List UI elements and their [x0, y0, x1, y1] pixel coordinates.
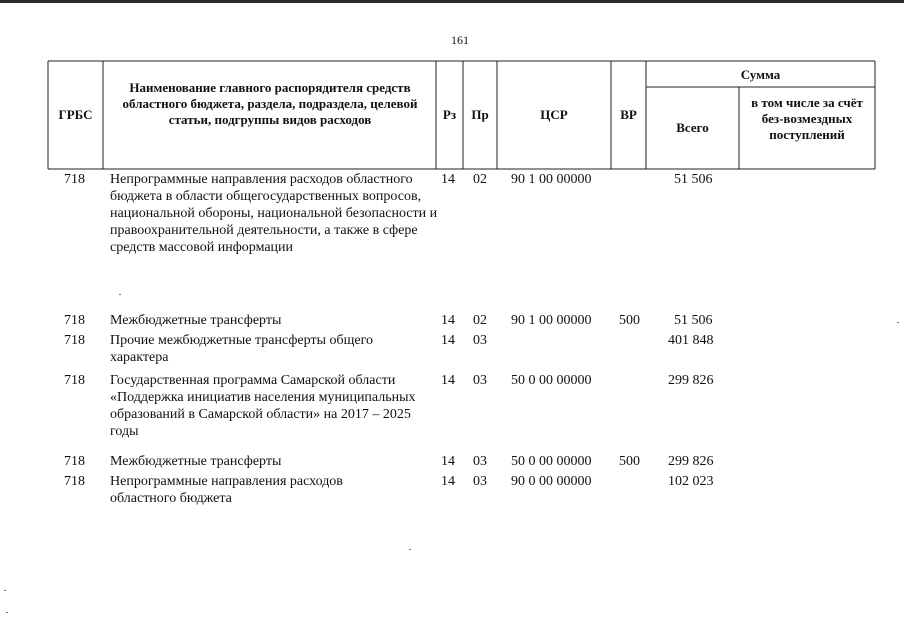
cell-vsego: 299 826	[668, 373, 714, 388]
cell-csr: 90 1 00 00000	[511, 172, 592, 187]
cell-rz: 14	[441, 474, 455, 489]
cell-rz: 14	[441, 454, 455, 469]
cell-csr: 50 0 00 00000	[511, 373, 592, 388]
scan-speck	[4, 590, 6, 591]
cell-pr: 03	[473, 333, 487, 348]
header-vsego: Всего	[676, 120, 709, 135]
cell-vsego: 401 848	[668, 333, 714, 348]
header-csr: ЦСР	[540, 107, 568, 122]
scan-top-edge	[0, 0, 904, 3]
scan-speck	[409, 549, 411, 550]
cell-name: Прочие межбюджетные трансферты общего характера	[110, 333, 373, 365]
cell-rz: 14	[441, 172, 455, 187]
cell-name: Непрограммные направления расходов областного бюджета	[110, 474, 343, 506]
scan-speck	[6, 612, 8, 613]
cell-name: Непрограммные направления расходов областного бюджета в области общегосударственных вопросов, национальной обороны, национальной безопасности и правоохранительной деятельности, а также в сфере средств массовой информации	[110, 172, 438, 255]
cell-pr: 02	[473, 313, 487, 328]
cell-csr: 90 0 00 00000	[511, 474, 592, 489]
cell-vsego: 51 506	[674, 172, 713, 187]
cell-rz: 14	[441, 313, 455, 328]
scan-speck	[897, 322, 899, 323]
header-name: Наименование главного распорядителя средств областного бюджета, раздела, подраздела, целевой статьи, подгруппы видов расходов	[122, 80, 418, 127]
header-summa: Сумма	[740, 67, 781, 82]
cell-vsego: 102 023	[668, 474, 714, 489]
cell-vr: 500	[619, 454, 640, 469]
cell-pr: 03	[473, 474, 487, 489]
header-bezvozm: в том числе за счёт без-возмездных поступлений	[751, 95, 863, 142]
cell-vr: 500	[619, 313, 640, 328]
cell-grbs: 718	[64, 333, 85, 348]
cell-name: Государственная программа Самарской области «Поддержка инициатив населения муниципальных образований в Самарской области» на 2017 – 2025 годы	[110, 373, 416, 439]
cell-rz: 14	[441, 373, 455, 388]
cell-name: Межбюджетные трансферты	[110, 454, 282, 469]
cell-grbs: 718	[64, 172, 85, 187]
cell-pr: 02	[473, 172, 487, 187]
cell-rz: 14	[441, 333, 455, 348]
header-vr: ВР	[620, 107, 637, 122]
header-grbs: ГРБС	[58, 107, 93, 122]
cell-vsego: 299 826	[668, 454, 714, 469]
header-pr: Пр	[471, 107, 489, 122]
page-number: 161	[451, 33, 469, 47]
cell-vsego: 51 506	[674, 313, 713, 328]
cell-pr: 03	[473, 373, 487, 388]
cell-csr: 90 1 00 00000	[511, 313, 592, 328]
cell-grbs: 718	[64, 313, 85, 328]
header-rz: Рз	[442, 107, 457, 122]
cell-grbs: 718	[64, 474, 85, 489]
cell-name: Межбюджетные трансферты	[110, 313, 282, 328]
cell-grbs: 718	[64, 373, 85, 388]
scan-speck	[119, 294, 121, 295]
cell-csr: 50 0 00 00000	[511, 454, 592, 469]
cell-grbs: 718	[64, 454, 85, 469]
cell-pr: 03	[473, 454, 487, 469]
